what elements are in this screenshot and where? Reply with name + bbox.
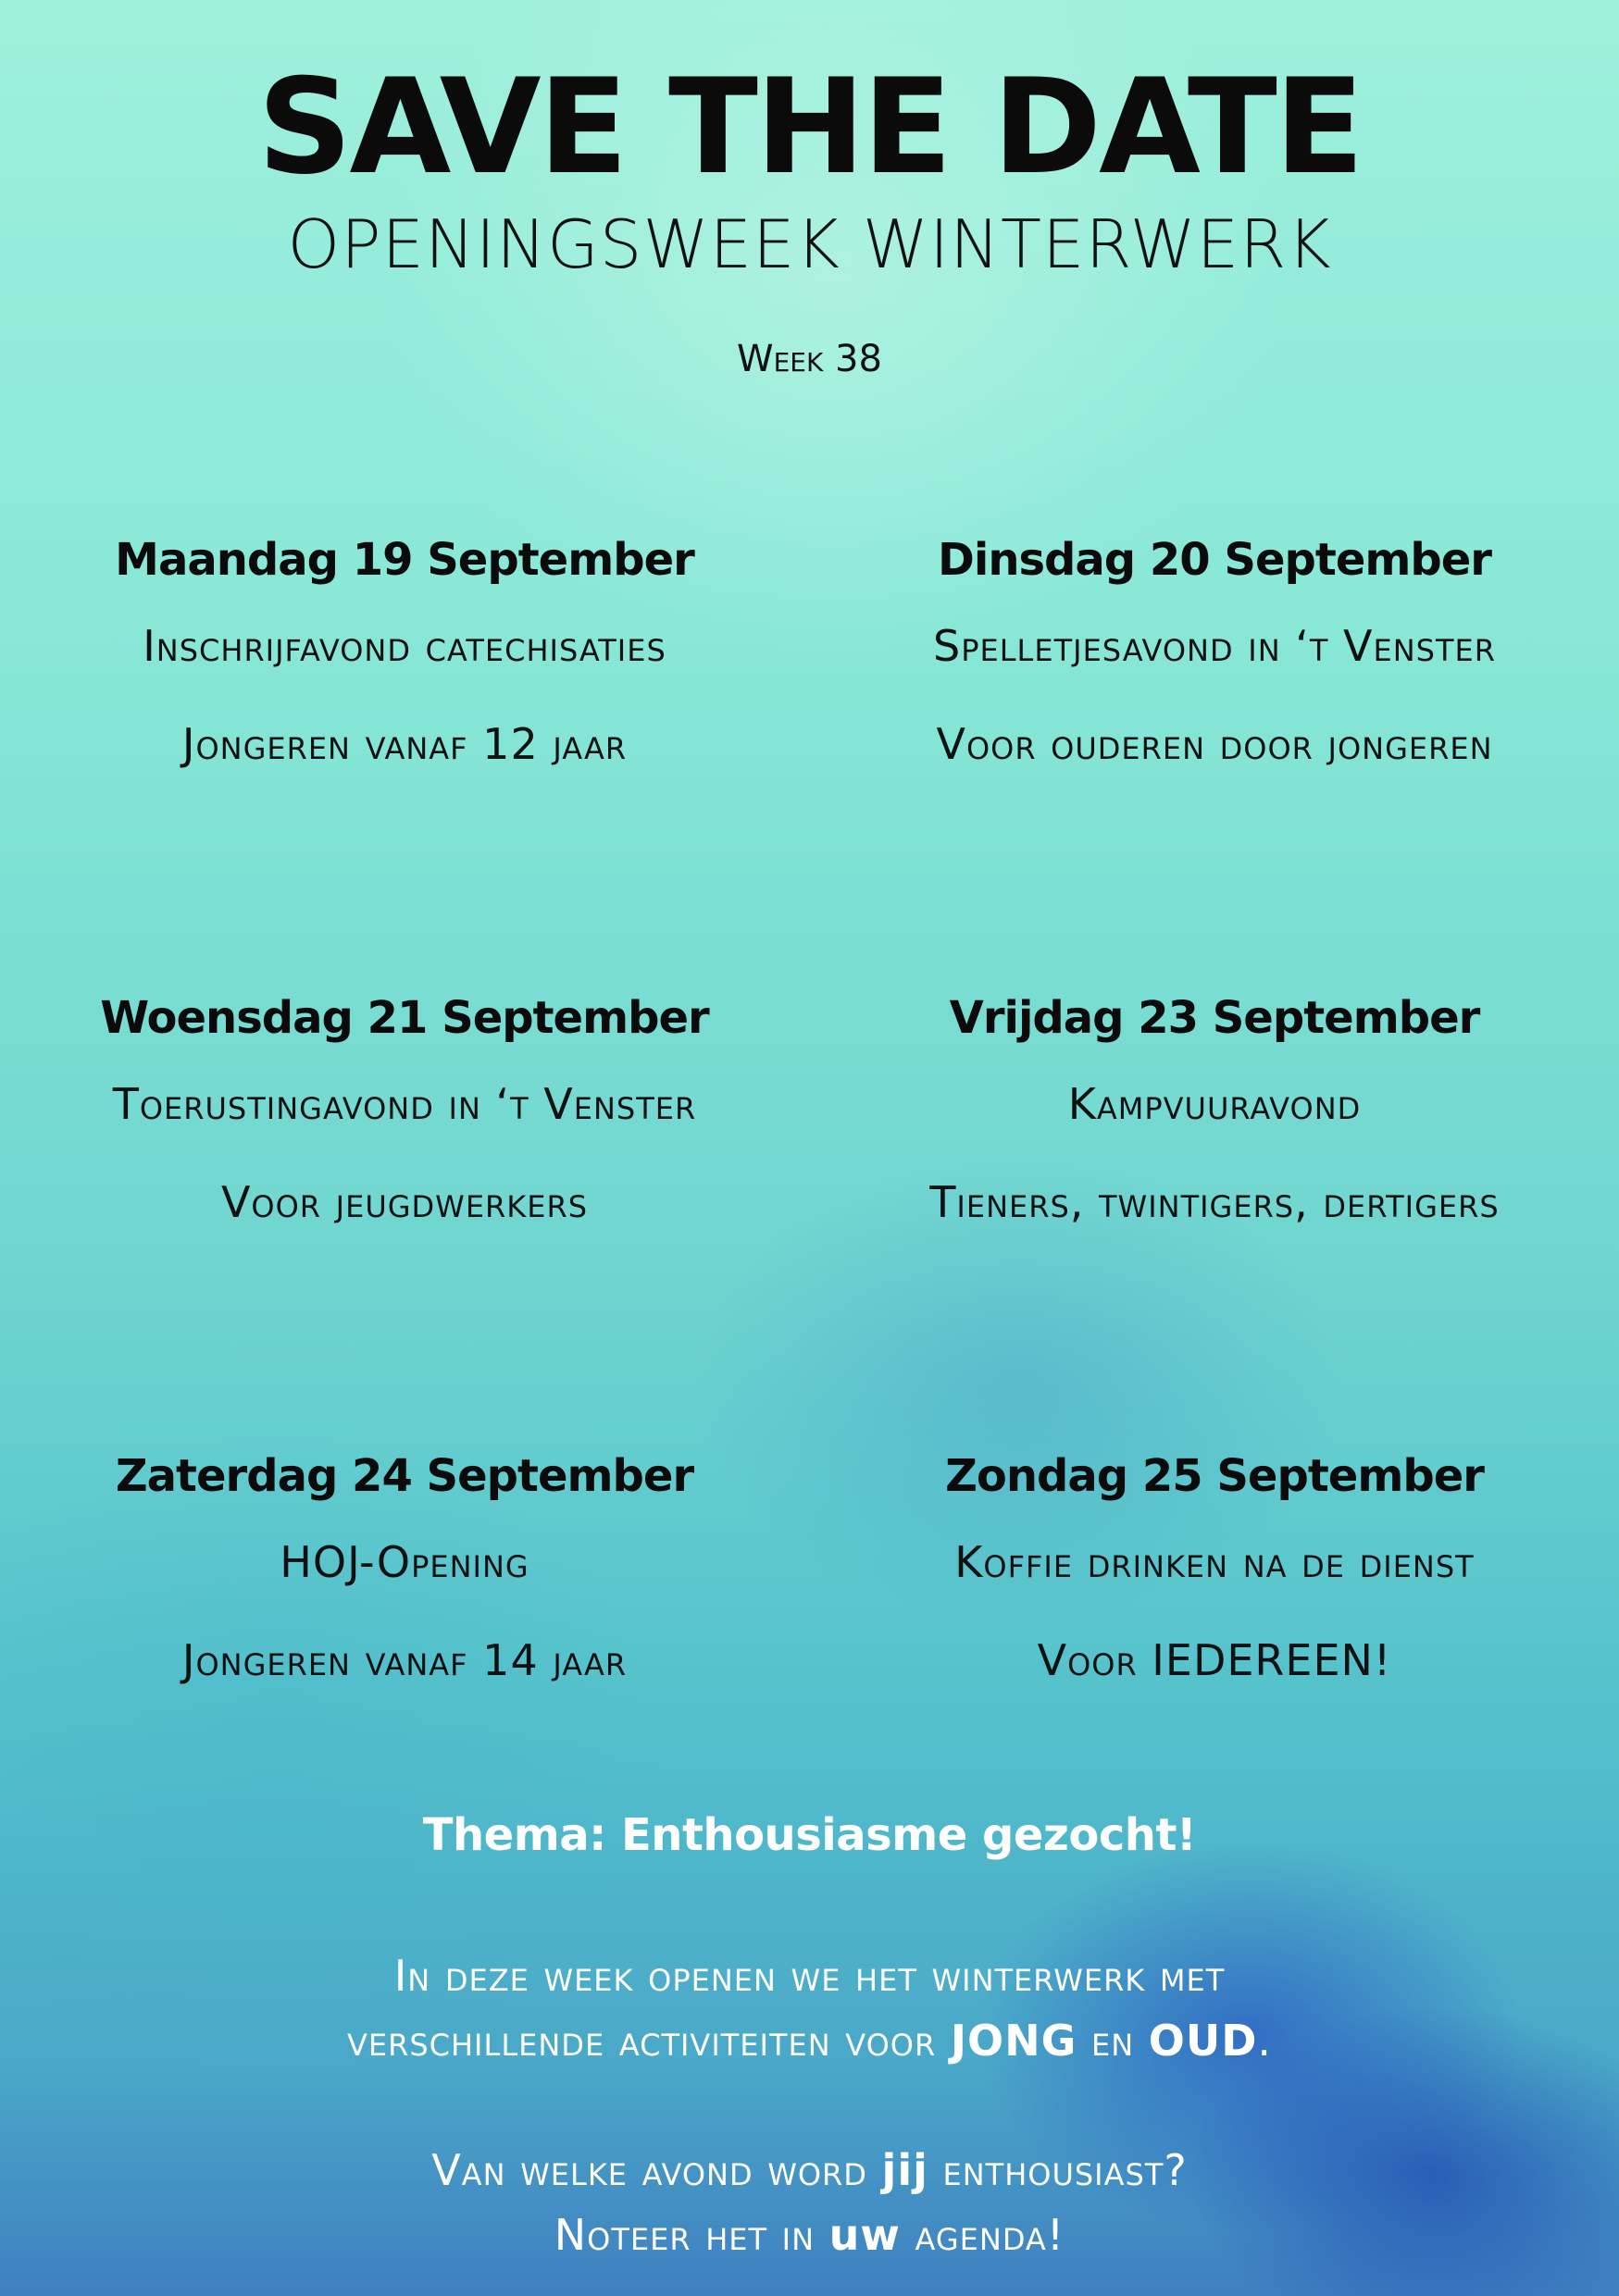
closing-line-1 — [0, 2138, 1619, 2203]
day-title: Woensdag 21 September — [100, 992, 709, 1044]
closing-paragraph — [0, 2138, 1619, 2267]
day-audience: Jongeren vanaf 14 jaar — [181, 1635, 628, 1685]
page-subtitle: OPENINGSWEEK WINTERWERK — [287, 205, 1332, 283]
intro-period: . — [1257, 2016, 1273, 2066]
day-title: Zondag 25 September — [945, 1450, 1484, 1502]
day-activity: HOJ-Opening — [280, 1537, 529, 1587]
intro-line-1: In deze week openen we het winterwerk met — [393, 1951, 1226, 2001]
day-block-sunday — [810, 1439, 1619, 1709]
day-activity: Toerustingavond in ‘t Venster — [112, 1079, 697, 1129]
intro-paragraph — [0, 1943, 1619, 2073]
day-block-wednesday — [0, 981, 809, 1251]
page-title: SAVE THE DATE — [257, 51, 1362, 204]
closing-text: enthousiast? — [942, 2145, 1188, 2195]
day-block-tuesday — [810, 523, 1619, 793]
oud-emphasis: OUD — [1148, 2016, 1258, 2066]
jong-emphasis: JONG — [950, 2016, 1077, 2066]
day-title: Zaterdag 24 September — [115, 1450, 694, 1502]
uw-emphasis: uw — [828, 2210, 901, 2260]
day-audience: Tieners, twintigers, dertigers — [929, 1177, 1500, 1227]
week-label: Week 38 — [737, 338, 882, 380]
day-audience: Voor IEDEREEN! — [1037, 1635, 1392, 1685]
day-audience: Voor ouderen door jongeren — [936, 719, 1493, 769]
jij-emphasis: jij — [881, 2145, 928, 2195]
day-block-monday — [0, 523, 809, 793]
day-block-saturday — [0, 1439, 809, 1709]
intro-en: en — [1090, 2016, 1135, 2066]
intro-text: verschillende activiteiten voor — [346, 2016, 937, 2066]
intro-line-2 — [0, 2008, 1619, 2073]
day-activity: Spelletjesavond in ‘t Venster — [933, 621, 1496, 671]
day-activity: Inschrijfavond catechisaties — [143, 621, 666, 671]
day-block-friday — [810, 981, 1619, 1251]
day-title: Dinsdag 20 September — [938, 534, 1491, 586]
day-audience: Jongeren vanaf 12 jaar — [181, 719, 628, 769]
day-activity: Koffie drinken na de dienst — [954, 1537, 1475, 1587]
day-title: Maandag 19 September — [115, 534, 694, 586]
theme-heading: Thema: Enthousiasme gezocht! — [422, 1809, 1197, 1861]
closing-text: Noteer het in — [554, 2210, 816, 2260]
day-activity: Kampvuuravond — [1067, 1079, 1362, 1129]
day-audience: Voor jeugdwerkers — [220, 1177, 589, 1227]
day-title: Vrijdag 23 September — [949, 992, 1480, 1044]
closing-text: agenda! — [915, 2210, 1065, 2260]
closing-text: Van welke avond word — [431, 2145, 867, 2195]
closing-line-2 — [0, 2203, 1619, 2267]
